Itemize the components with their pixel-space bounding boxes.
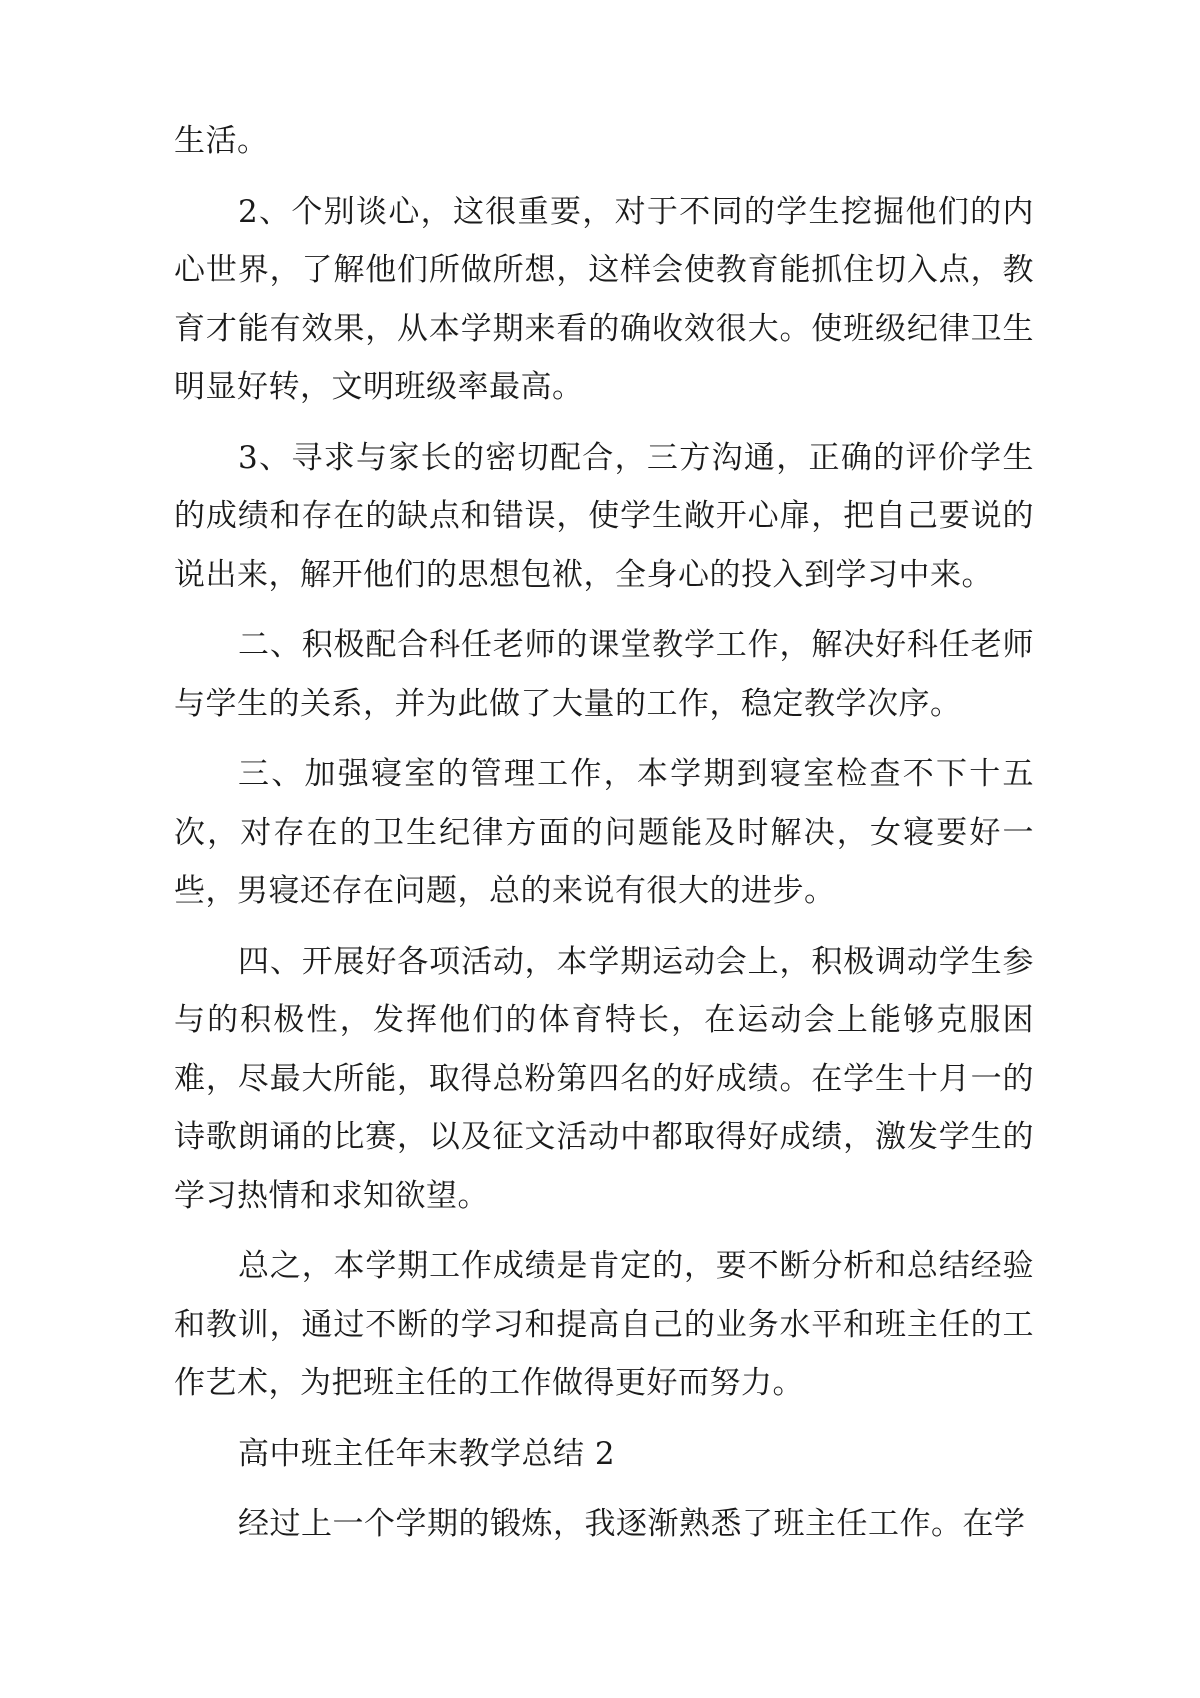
paragraph-parent-cooperation: 3、寻求与家长的密切配合，三方沟通，正确的评价学生的成绩和存在的缺点和错误，使学生敞开心扉，把自己要说的说出来，解开他们的思想包袱，全身心的投入到学习中来。 xyxy=(174,439,1034,593)
paragraph-section-three: 三、加强寝室的管理工作，本学期到寝室检查不下十五次，对存在的卫生纪律方面的问题能及时解决，女寝要好一些，男寝还存在问题，总的来说有很大的进步。 xyxy=(174,756,1034,909)
paragraph-section-two: 二、积极配合科任老师的课堂教学工作，解决好科任老师与学生的关系，并为此做了大量的工作，稳定教学次序。 xyxy=(174,627,1034,722)
paragraph-individual-talks: 2、个别谈心，这很重要，对于不同的学生挖掘他们的内心世界，了解他们所做所想，这样会使教育能抓住切入点，教育才能有效果，从本学期来看的确收效很大。使班级纪律卫生明显好转，文明班级率最高。 xyxy=(174,193,1034,405)
paragraph-continuation: 生活。 xyxy=(174,123,269,159)
document-page xyxy=(174,112,1034,1554)
paragraph-next-section-intro: 经过上一个学期的锻炼，我逐渐熟悉了班主任工作。在学 xyxy=(238,1506,1026,1542)
section-heading: 高中班主任年末教学总结 2 xyxy=(238,1435,616,1472)
paragraph-conclusion: 总之，本学期工作成绩是肯定的，要不断分析和总结经验和教训，通过不断的学习和提高自己的业务水平和班主任的工作艺术，为把班主任的工作做得更好而努力。 xyxy=(174,1248,1034,1401)
paragraph-section-four: 四、开展好各项活动，本学期运动会上，积极调动学生参与的积极性，发挥他们的体育特长，在运动会上能够克服困难，尽最大所能，取得总粉第四名的好成绩。在学生十月一的诗歌朗诵的比赛，以及征文活动中都取得好成绩，激发学生的学习热情和求知欲望。 xyxy=(174,943,1034,1214)
